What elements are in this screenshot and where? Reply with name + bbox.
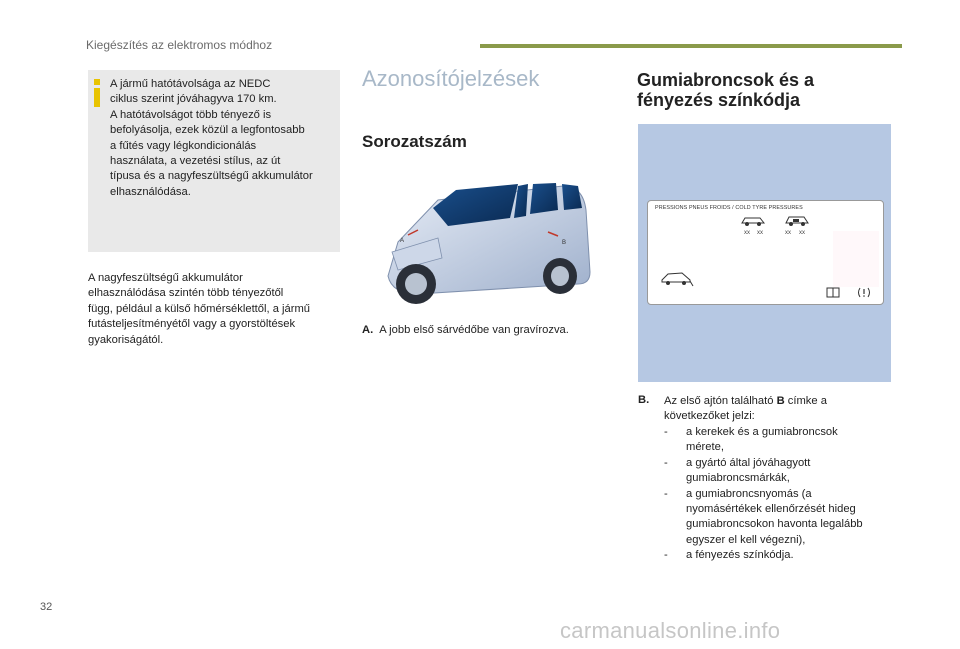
- label-contents-list: [664, 425, 898, 564]
- page-number: 32: [40, 601, 53, 613]
- caption-b-letter: B.: [638, 394, 650, 406]
- list-item: - a kerekek és a gumiabroncsok mérete,: [664, 426, 838, 454]
- car-loaded-icon: [784, 213, 810, 227]
- label-card-title: PRESSIONS PNEUS FROIDS / COLD TYRE PRESSURES: [655, 205, 803, 211]
- pressure-value: xx: [744, 230, 750, 236]
- info-box: [88, 70, 340, 252]
- car-front-icon: [740, 213, 766, 227]
- list-item: - a gyártó által jóváhagyott gumiabroncsmárkák,: [664, 456, 811, 485]
- car-illustration: [378, 180, 600, 310]
- pressure-value: xx: [799, 230, 805, 236]
- list-item: - a gumiabroncsnyomás (a nyomásértékek ellenőrzését hideg gumiabroncsokon havonta legalább egyszer el kell végezni),: [664, 487, 863, 546]
- subheading-serial-number: Sorozatszám: [362, 132, 467, 151]
- car-marker-a: A: [400, 238, 405, 244]
- info-text: A jármű hatótávolsága az NEDC ciklus szerint jóváhagyva 170 km. A hatótávolságot több tényező is befolyásolja, ezek közül a legfontosabb a fűtés vagy légkondicionálás használata, a vezetési stílus, az út típusa és a nagyfeszültségű akkumulátor elhasználódása.: [110, 78, 313, 198]
- watermark: carmanualsonline.info: [560, 618, 781, 643]
- info-icon: [94, 79, 100, 107]
- caption-a-letter: A.: [362, 324, 374, 336]
- list-item: - a fényezés színkódja.: [664, 549, 794, 562]
- section-heading-tyres: Gumiabroncsok és a fényezés színkódja: [637, 70, 815, 110]
- caption-a-text: A jobb első sárvédőbe van gravírozva.: [379, 324, 569, 336]
- warning-circle-icon: [856, 287, 872, 298]
- battery-paragraph: A nagyfeszültségű akkumulátor elhasználódása szintén több tényezőtől függ, például a külső hőmérséklettől, a jármű futásteljesítményétől vagy a gyorstöltések gyakoriságától.: [88, 272, 311, 346]
- pressure-value: xx: [785, 230, 791, 236]
- tyre-label-panel: [638, 124, 891, 382]
- paint-code-area: [833, 231, 879, 287]
- caption-a: [362, 324, 612, 336]
- car-marker-b: B: [562, 240, 567, 246]
- tyre-pressure-label: [647, 200, 884, 305]
- book-icon: [826, 287, 840, 298]
- car-side-icon: [660, 269, 694, 287]
- section-heading-identification: Azonosítójelzések: [362, 66, 540, 91]
- pressure-value: xx: [757, 230, 763, 236]
- caption-b-text: Az első ajtón található B címke a következőket jelzi:: [664, 395, 827, 423]
- header-accent-bar: [480, 44, 902, 48]
- header-title: Kiegészítés az elektromos módhoz: [86, 38, 273, 52]
